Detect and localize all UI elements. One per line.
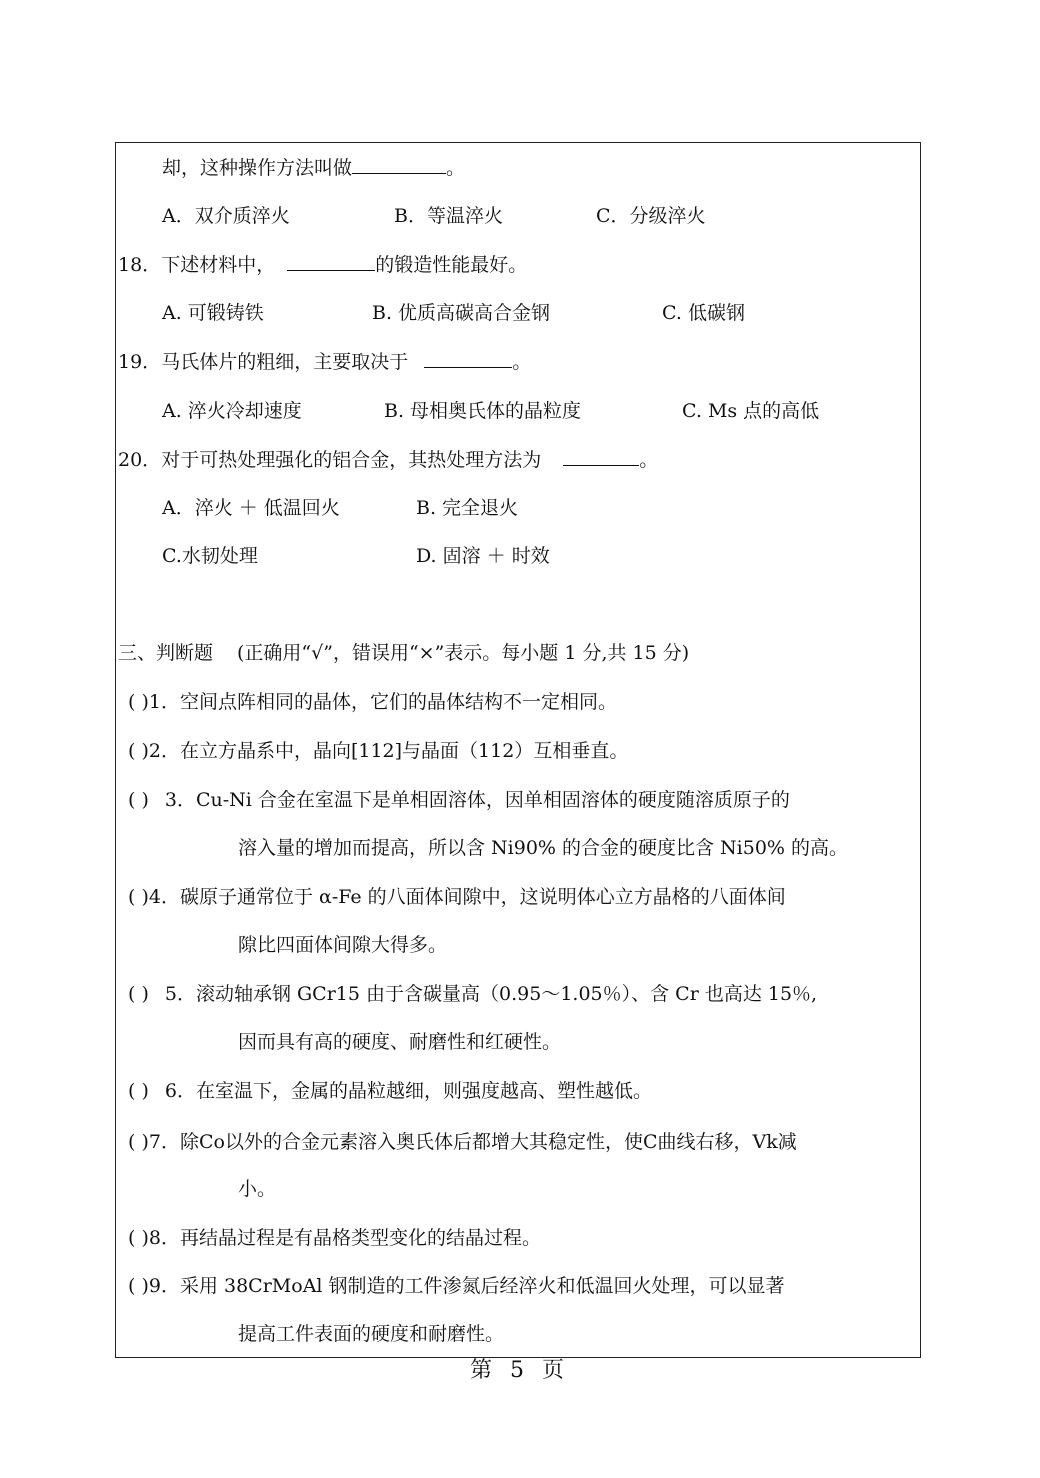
answer-parentheses: ( ) xyxy=(128,691,149,713)
item-number: 8． xyxy=(148,1227,180,1249)
page-number: 5 xyxy=(510,1358,530,1383)
answer-blank xyxy=(352,155,446,174)
item-number: 6． xyxy=(164,1080,196,1102)
tf-item-6 xyxy=(128,1079,652,1103)
q17-option-a: A．双介质淬火 xyxy=(162,205,290,227)
section-3-note: (正确用“√”，错误用“×”表示。每小题 1 分,共 15 分) xyxy=(237,642,690,664)
q20-option-a: A．淬火 ＋ 低温回火 xyxy=(162,497,340,519)
tf-item-9 xyxy=(128,1274,785,1298)
q20-text: 对于可热处理强化的铝合金，其热处理方法为 xyxy=(161,449,542,471)
q20-text-end: 。 xyxy=(639,449,659,471)
q17-text: 却，这种操作方法叫做 xyxy=(162,157,353,179)
tf-item-7-line-2: 小。 xyxy=(238,1178,277,1200)
q20-stem xyxy=(118,447,658,472)
q17-option-b: B．等温淬火 xyxy=(394,205,503,227)
q18-option-c: C. 低碳钢 xyxy=(662,302,745,324)
answer-parentheses: ( ) xyxy=(128,1080,149,1102)
q19-text: 马氏体片的粗细，主要取决于 xyxy=(161,351,409,373)
q18-stem xyxy=(118,252,527,277)
section-3-heading xyxy=(118,641,689,665)
answer-blank xyxy=(424,349,512,368)
q19-option-b: B. 母相奥氏体的晶粒度 xyxy=(384,400,582,422)
item-number: 9． xyxy=(148,1275,180,1297)
answer-blank xyxy=(287,252,375,271)
answer-parentheses: ( ) xyxy=(128,1275,149,1297)
q20-option-b: B. 完全退火 xyxy=(416,497,519,519)
item-number: 5． xyxy=(164,983,196,1005)
tf-item-5-line-2: 因而具有高的硬度、耐磨性和红硬性。 xyxy=(238,1031,562,1053)
answer-blank xyxy=(563,447,639,466)
answer-parentheses: ( ) xyxy=(128,740,149,762)
item-number: 1． xyxy=(148,691,180,713)
q20-number: 20． xyxy=(118,449,162,471)
q19-stem xyxy=(118,349,531,374)
item-text: 再结晶过程是有晶格类型变化的结晶过程。 xyxy=(179,1227,541,1249)
tf-item-2 xyxy=(128,739,628,763)
q19-text-end: 。 xyxy=(512,351,532,373)
page-footer xyxy=(0,1358,1040,1384)
item-text: 碳原子通常位于 α-Fe 的八面体间隙中，这说明体心立方晶格的八面体间 xyxy=(179,886,786,908)
q17-continuation xyxy=(162,155,465,180)
q18-number: 18． xyxy=(118,254,162,276)
item-text: 空间点阵相同的晶体，它们的晶体结构不一定相同。 xyxy=(179,691,617,713)
q18-text-end: 的锻造性能最好。 xyxy=(375,254,528,276)
item-text: 滚动轴承钢 GCr15 由于含碳量高（0.95～1.05％）、含 Cr 也高达 15％, xyxy=(195,983,818,1005)
item-text: 除Co以外的合金元素溶入奥氏体后都增大其稳定性，使C曲线右移，Vk减 xyxy=(179,1131,797,1153)
q19-number: 19． xyxy=(118,351,162,373)
item-text: 在室温下，金属的晶粒越细，则强度越高、塑性越低。 xyxy=(195,1080,652,1102)
answer-parentheses: ( ) xyxy=(128,1227,149,1249)
q19-option-a: A. 淬火冷却速度 xyxy=(162,400,302,422)
item-number: 4． xyxy=(148,886,180,908)
answer-parentheses: ( ) xyxy=(128,983,149,1005)
item-text: 在立方晶系中，晶向[112]与晶面（112）互相垂直。 xyxy=(179,740,629,762)
answer-parentheses: ( ) xyxy=(128,886,149,908)
item-number: 7． xyxy=(148,1131,180,1153)
tf-item-9-line-2: 提高工件表面的硬度和耐磨性。 xyxy=(238,1323,505,1345)
tf-item-5 xyxy=(128,982,817,1006)
tf-item-4-line-2: 隙比四面体间隙大得多。 xyxy=(238,934,448,956)
item-text: Cu-Ni 合金在室温下是单相固溶体，因单相固溶体的硬度随溶质原子的 xyxy=(195,789,790,811)
q18-option-b: B. 优质高碳高合金钢 xyxy=(372,302,551,324)
item-number: 3． xyxy=(164,789,196,811)
item-number: 2． xyxy=(148,740,180,762)
answer-parentheses: ( ) xyxy=(128,789,149,811)
footer-prefix: 第 xyxy=(469,1358,498,1383)
section-3-title: 三、判断题 xyxy=(118,642,214,664)
q20-option-d: D. 固溶 ＋ 时效 xyxy=(416,545,550,567)
tf-item-8 xyxy=(128,1226,541,1250)
q20-option-c: C.水韧处理 xyxy=(162,545,258,567)
q17-end: 。 xyxy=(446,157,466,179)
q17-option-c: C．分级淬火 xyxy=(596,205,706,227)
q18-text: 下述材料中， xyxy=(161,254,276,276)
item-text: 采用 38CrMoAl 钢制造的工件渗氮后经淬火和低温回火处理，可以显著 xyxy=(179,1275,785,1297)
tf-item-1 xyxy=(128,690,617,714)
tf-item-4 xyxy=(128,885,786,909)
tf-item-7 xyxy=(128,1130,797,1154)
tf-item-3-line-2: 溶入量的增加而提高，所以含 Ni90% 的合金的硬度比含 Ni50% 的高。 xyxy=(238,837,849,859)
answer-parentheses: ( ) xyxy=(128,1131,149,1153)
footer-suffix: 页 xyxy=(542,1358,571,1383)
tf-item-3 xyxy=(128,788,790,812)
q18-option-a: A. 可锻铸铁 xyxy=(162,302,264,324)
q19-option-c: C. Ms 点的高低 xyxy=(682,400,820,422)
